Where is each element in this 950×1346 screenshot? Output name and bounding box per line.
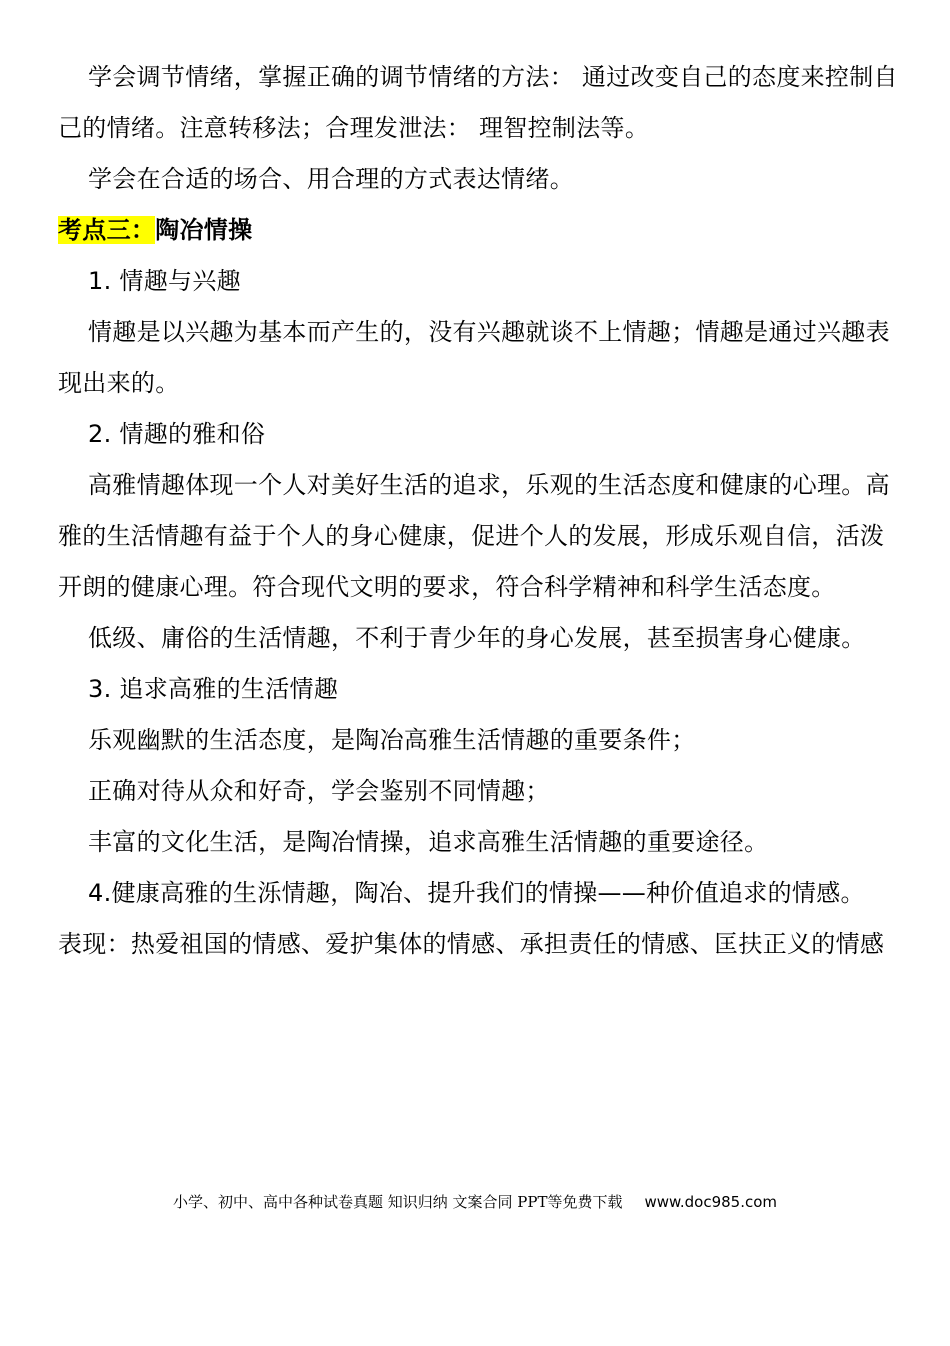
heading-title: 陶冶情操 bbox=[155, 216, 253, 244]
paragraph-interest: 情趣是以兴趣为基本而产生的，没有兴趣就谈不上情趣；情趣是通过兴趣表现出来的。 bbox=[58, 318, 890, 397]
paragraph-emotion-expression: 学会在合适的场合、用合理的方式表达情绪。 bbox=[88, 165, 574, 193]
document-body bbox=[58, 52, 898, 970]
footer-text: 小学、初中、高中各种试卷真题 知识归纳 文案合同 PPT等免费下载 bbox=[172, 1193, 623, 1211]
subsection-title-2: 2. 情趣的雅和俗 bbox=[88, 420, 266, 448]
paragraph-emotion-regulation: 学会调节情绪，掌握正确的调节情绪的方法： 通过改变自己的态度来控制自己的情绪。注意转移法；合理发泄法： 理智控制法等。 bbox=[58, 63, 898, 142]
subsection-title-1: 1. 情趣与兴趣 bbox=[88, 267, 241, 295]
paragraph-expressions: 表现：热爱祖国的情感、爱护集体的情感、承担责任的情感、匡扶正义的情感 bbox=[58, 930, 885, 958]
page-footer bbox=[0, 1190, 950, 1214]
paragraph-elegant-taste: 高雅情趣体现一个人对美好生活的追求，乐观的生活态度和健康的心理。高雅的生活情趣有益于个人的身心健康，促进个人的发展，形成乐观自信，活泼开朗的健康心理。符合现代文明的要求，符合科学精神和科学生活态度。 bbox=[58, 471, 890, 601]
list-item-1: 乐观幽默的生活态度，是陶冶高雅生活情趣的重要条件； bbox=[88, 726, 696, 754]
footer-url: www.doc985.com bbox=[644, 1193, 778, 1211]
subsection-title-3: 3. 追求高雅的生活情趣 bbox=[88, 675, 339, 703]
list-item-3: 丰富的文化生活，是陶冶情操，追求高雅生活情趣的重要途径。 bbox=[88, 828, 769, 856]
paragraph-sentiment: 4.健康高雅的生泺情趣，陶冶、提升我们的情操——种价值追求的情感。 bbox=[88, 879, 865, 907]
list-item-2: 正确对待从众和好奇，学会鉴别不同情趣； bbox=[88, 777, 550, 805]
section-heading bbox=[58, 205, 898, 256]
paragraph-vulgar-taste: 低级、庸俗的生活情趣，不利于青少年的身心发展，甚至损害身心健康。 bbox=[88, 624, 866, 652]
highlighted-heading-label: 考点三： bbox=[58, 216, 156, 244]
